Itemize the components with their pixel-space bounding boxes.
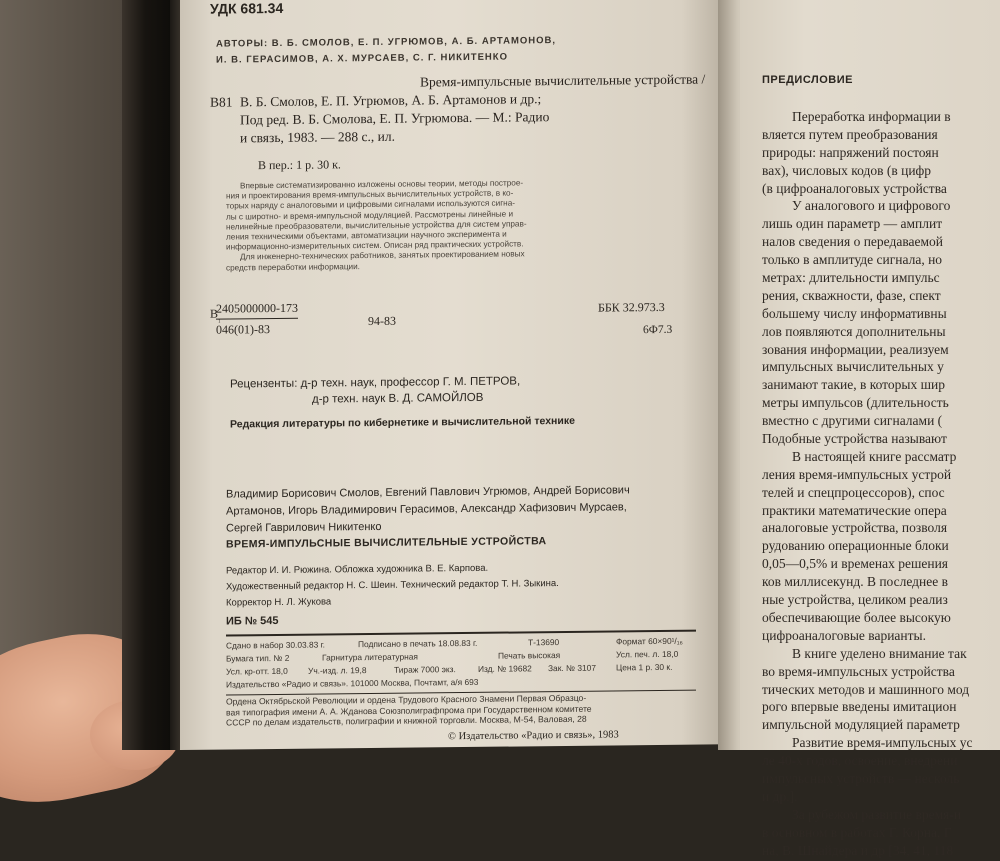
bib-line: Под ред. В. Б. Смолова, Е. П. Угрюмова. — М.: Радио [240,109,550,128]
ib-number: ИБ № 545 [226,614,279,628]
bib-line: В. Б. Смолов, Е. П. Угрюмов, А. Б. Артамонов и др.; [240,91,542,110]
bib-line: Время-импульсные вычислительные устройства / [420,71,706,90]
preface-line: вместно с другими сигналами ( [762,413,943,429]
bib-line: и связь, 1983. — 288 с., ил. [240,128,395,146]
bbk-code-2: 6Ф7.3 [643,323,673,337]
isbn-letter-text: В [210,306,219,321]
editors-line: Корректор Н. Л. Жукова [226,596,332,609]
imprint-cell: Издательство «Радио и связь». 101000 Москва, Почтамт, а/я 693 [226,676,479,690]
annotation [226,178,671,274]
imprint-cell: Формат 60×90¹/₁₆ [616,635,683,647]
preface-line: 0,05—0,5% и временах решения [762,556,949,572]
preface-line: рения, скважности, фазе, спект [762,287,941,303]
imprint-cell: Гарнитура литературная [322,651,418,663]
annotation-line: информационно-измерительных систем. Описан ряд практических устройств. [226,239,524,252]
annotation-line: Впервые систематизированно изложены основы теории, методы построе- [240,178,524,191]
printing-house-line: вая типография имени А. А. Жданова Союзполиграфпрома при Государственном комитете [226,703,592,718]
preface-line: лов появляются дополнительны [762,323,946,339]
preface-line: вляется путем преобразования [762,126,938,142]
preface-line: вах), числовых кодов (в цифр [762,162,932,178]
printing-house-line: Ордена Октябрьской Революции и ордена Трудового Красного Знамени Первая Образцо- [226,692,587,707]
authors-line: И. В. ГЕРАСИМОВ, А. Х. МУРСАЕВ, С. Г. НИКИТЕНКО [216,51,508,66]
preface-line: зования информации, реализуем [762,341,949,357]
preface-line: ле 40-х годов, освоение, внедрени [762,753,958,769]
full-authors [226,485,630,540]
preface-line: За рубежом развитие время-и [792,806,962,822]
imprint-cell: Уч.-изд. л. 19,8 [308,665,367,676]
imprint-cell: Тираж 7000 экз. [394,664,456,675]
bbk-code: ББК 32.973.3 [598,299,665,315]
preface-line: Подобные устройства называют [762,431,947,447]
preface-line: во время-импульсных устройства [762,663,955,679]
imprint-cell: Подписано в печать 18.08.83 г. [358,637,478,650]
preface-line: ления время-импульсных устрой [762,466,952,482]
preface-line: ные устройства, целиком реализ [762,592,948,608]
preface-line: метрах: длительности импульс [762,270,940,286]
imprint-cell: Бумага тип. № 2 [226,652,290,664]
reviewers-line-1: Рецензенты: д-р техн. наук, профессор Г. М. ПЕТРОВ, [230,375,521,391]
preface-line: метры импульсов (длительность [762,395,949,411]
imprint-box [226,630,696,696]
reviewers [230,376,520,411]
redaction: Редакция литературы по кибернетике и вычислительной технике [230,414,575,431]
imprint-cell: Усл. печ. л. 18,0 [616,648,679,660]
preface-line: только в амплитуде сигнала, но [762,252,943,268]
bibliographic-entry [210,71,706,150]
preface-line: Переработка информации в [792,109,951,124]
preface-line: импульсных вычислительных у [762,359,944,375]
preface-line: У аналогового и цифрового [792,198,951,214]
fraction-denominator: 046(01)-83 [216,322,270,337]
preface-line: налов сведения о передаваемой [762,234,944,250]
preface-line: обеспечивающие более высокую [762,609,951,625]
editors-line: Художественный редактор Н. С. Шеин. Технический редактор Т. Н. Зыкина. [226,578,559,593]
imprint-cell: Изд. № 19682 [478,663,532,674]
printing-house [226,694,592,729]
preface-line: телей и спецпроцессоров), спос [762,484,945,500]
preface-line: В настоящей книге рассматр [792,448,957,464]
left-page [180,0,725,750]
fraction-side: 94-83 [368,313,396,329]
full-authors-line: Владимир Борисович Смолов, Евгений Павлович Угрюмов, Андрей Борисович [226,484,630,501]
preface-line: В книге уделено внимание так [792,645,967,661]
imprint-cell: Цена 1 р. 30 к. [616,661,673,673]
preface-heading: ПРЕДИСЛОВИЕ [762,74,853,86]
fraction-numerator: 2405000000-173 [216,301,298,320]
imprint-cell: Т-13690 [528,637,560,648]
imprint-cell: Печать высокая [498,650,561,661]
preface-line: практики математические опера [762,502,947,518]
authors-block [216,36,556,71]
imprint-cell: Зак. № 3107 [548,662,596,674]
annotation-line: лы с широтно- и время-импульсной модуляцией. Рассмотрены линейные и [226,209,514,222]
printing-house-line: СССР по делам издательств, полиграфии и книжной торговли. Москва, М-54, Валовая, 28 [226,713,587,728]
book-title: ВРЕМЯ-ИМПУЛЬСНЫЕ ВЫЧИСЛИТЕЛЬНЫЕ УСТРОЙСТВА [226,535,547,551]
preface-line: цифроаналоговые варианты. [762,627,926,643]
preface-line: (в цифроаналоговых устройства [762,180,947,196]
preface-line: рого впервые введены имитацион [762,699,957,715]
annotation-line: торых наряду с аналоговыми и цифровыми сигналами используются сигна- [226,198,515,211]
preface-line: природы: напряжений постоян [762,144,939,160]
copyright: © Издательство «Радио и связь», 1983 [448,729,619,743]
annotation-line: ления техническими объектами, автоматизации научного эксперимента и [226,229,507,242]
full-authors-line: Артамонов, Игорь Владимирович Герасимов, Александр Хафизович Мурсаев, [226,501,627,518]
preface-line: Развитие время-импульсных ус [792,735,973,751]
preface-line: лишь один параметр — амплит [762,216,943,232]
preface-line: аналоговые устройства, позволя [762,520,948,536]
preface-line: большему числу информативны [762,305,947,321]
annotation-line: нелинейные преобразователи, вычислительные устройства для систем управ- [226,219,527,232]
preface-line: ков миллисекунд. В последнее в [762,574,949,590]
editors-line: Редактор И. И. Рюжина. Обложка художника В. Е. Карпова. [226,562,489,577]
isbn-fraction [216,301,298,338]
right-page [740,0,1000,858]
preface-line: импульсных устройств — несколь [762,770,960,786]
price: В пер.: 1 р. 30 к. [258,157,341,173]
editors [226,563,559,614]
reviewers-line-2: д-р техн. наук В. Д. САМОЙЛОВ [312,391,484,406]
annotation-line: Для инженерно-технических работников, занятых проектированием новых [240,249,525,262]
preface-line: импульсной модуляцией параметр [762,717,960,733]
preface-body [762,110,972,861]
preface-line: занимают такие, в которых шир [762,377,945,393]
preface-line: на, В. Шнайдера и др [34, 41, 118 [762,842,954,858]
full-authors-line: Сергей Гаврилович Никитенко [226,520,382,535]
preface-line: в основном в работах Г. Корна, Г [762,824,952,840]
imprint-cell: Усл. кр-отт. 18,0 [226,665,288,677]
preface-line: тических методов и машинного мод [762,681,970,697]
preface-line: и др.]. [762,788,798,804]
authors-line: АВТОРЫ: В. Б. СМОЛОВ, Е. П. УГРЮМОВ, А. Б. АРТАМОНОВ, [216,35,557,50]
isbn-subscript: ₁ [218,313,221,323]
annotation-line: средств переработки информации. [226,261,360,273]
preface-line: рудованию операционные блоки [762,538,949,554]
annotation-line: ния и проектирования время-импульсных вычислительных устройств, в ко- [226,188,514,201]
bib-code: В81 [210,94,233,110]
udk-code: УДК 681.34 [210,0,284,17]
imprint-cell: Сдано в набор 30.03.83 г. [226,639,325,651]
